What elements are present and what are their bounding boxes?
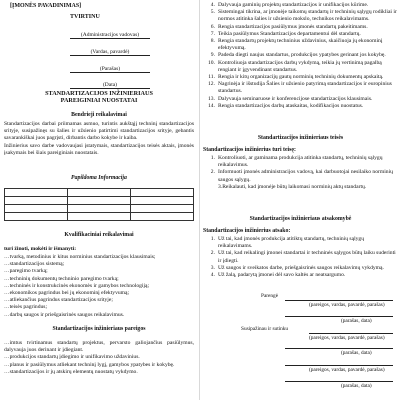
right-page [201, 0, 400, 400]
list-item [203, 272, 398, 279]
list-item [203, 236, 398, 250]
list-item: …teisės pagrindus; [4, 304, 48, 311]
item-text: Už žalą, padarytą įmonei dėl savo kaltės ar neatsargumo. [218, 272, 346, 279]
table-row [5, 197, 194, 205]
item-text: 3.Reikalauti, kad įmonėje būtų laikomasi norminių aktų standartų. [218, 183, 367, 190]
list-item [203, 169, 398, 183]
list-item [203, 96, 398, 103]
list-item [203, 250, 398, 264]
approval-heading: TVIRTINU [70, 14, 100, 20]
rights-list [203, 155, 398, 191]
item-number: 2. [210, 169, 215, 176]
approval-caption: (Data) [102, 82, 118, 88]
document-title [10, 90, 188, 105]
company-name-placeholder: [ĮMONĖS PAVADINIMAS] [10, 3, 82, 9]
item-number: 1. [210, 236, 215, 242]
signature-caption: (pareigos, vardas, pavardė, parašas) [309, 335, 385, 341]
list-item [203, 265, 398, 272]
item-number: 7. [210, 30, 215, 37]
table-row [5, 205, 194, 213]
signature-line[interactable] [285, 365, 393, 366]
extra-info-table [4, 188, 194, 221]
item-number: 4. [210, 272, 215, 279]
item-text: Rengia standartizacijos pasiūlymus įmonės standartų pakeitimams. [218, 23, 368, 30]
list-item: …tvarką, metodinius ir kitus norminius standartizacijos klausimais; [4, 254, 156, 260]
item-text: Padeda diegti naujus standartus, produkcijos ypatybes gerinant jos kokybę. [218, 52, 386, 59]
item-number: 6. [210, 23, 215, 30]
responsibility-title: Standartizacijos inžinieriaus atsakomybė [249, 216, 352, 222]
list-item: …paregimo tvarką; [4, 268, 48, 275]
item-number: 2. [210, 250, 215, 257]
rights-title: Standartizacijos inžinieriaus teisės [257, 135, 344, 141]
qualification-heading: Kvalifikaciniai reikalavimai [64, 232, 134, 238]
list-item [203, 81, 398, 95]
left-page [0, 0, 198, 400]
list-item [203, 38, 398, 52]
signature-caption: (pareigos, vardas, pavardė, parašas) [309, 367, 385, 373]
item-number: 5. [210, 9, 215, 16]
item-text: Už tai, kad įmonės produkcija atitiktų standartų, techninių sąlygų reikalavimams. [218, 236, 365, 250]
signature-line[interactable] [285, 316, 393, 317]
general-heading: Bendrieji reikalavimai [71, 112, 127, 118]
item-number: 10. [208, 59, 215, 66]
item-number: 13. [208, 95, 215, 102]
signature-line[interactable] [285, 300, 393, 301]
item-text: Nagrinėja ir išstudija Šalies ir užsienio patyrimą standartizacijos ir europinius standartus. [218, 81, 392, 95]
list-item [203, 155, 398, 169]
signature-line[interactable] [285, 381, 393, 382]
item-text: Informuoti įmonės administracijos vadovą, kai darbuotojai nesilaiko norminių saugos sąlygų. [218, 169, 393, 183]
item-text: Teikia pasiūlymus Standartizacijos departamentui dėl standartų. [218, 30, 361, 37]
list-item: …atliekančius pagrindus standartizacijos srityje; [4, 297, 113, 304]
item-number: 12. [208, 81, 215, 88]
item-text: Už saugos ir sveikatos darbe, priešgaisrinės saugos reikalavimų vykdymą. [218, 264, 384, 271]
list-item: …standartizacijos ir jų atskirų elementų nuostatų vykdymo. [4, 368, 138, 375]
list-item: …standartizacijos sistemą; [4, 261, 65, 268]
list-item: …techninių dokumentų techninio paregimo tvarką; [4, 275, 119, 282]
paragraph: Inžinierius savo darbe vadovaujasi įstatymais, standartizacijos teisės aktais, įmonės įsakymais bei šiais pareiginiais nuostatais. [4, 142, 194, 156]
item-number: 4. [210, 2, 215, 8]
general-paragraphs [4, 121, 194, 157]
signature-caption: (pareigos, vardas, pavardė, parašas) [309, 302, 385, 308]
item-number: 11. [208, 74, 215, 81]
item-text: Dalyvauja gaminių projektų standartizacijos ir unifikacijos kūrime. [218, 2, 369, 8]
item-number [203, 184, 218, 191]
responsibility-heading: Standartizacijos inžinierius atsako: [203, 228, 291, 234]
rights-heading: Standartizacijos inžinierius turi teisę: [203, 147, 296, 153]
item-text: Sistemingai tikrina, ar įmonėje taikomų standartų ir techninių sąlygų rodikliai ir normos atitinka šalies ir užsienio mokslo, technikos reikalavimams. [218, 9, 397, 23]
list-item: …planus ir pasiūlymus atliekant techninį lygį, gamybos ypatybes ir kokybę. [4, 361, 175, 368]
item-text: Rengia standartizacijos darbų ataskaitas, kodifikacijos nuostatus. [218, 102, 364, 109]
list-item [203, 24, 398, 31]
list-item [203, 103, 398, 110]
item-text: Rengia ir kitų organizacijų gautų norminių techninių dokumentų apskaitą. [218, 74, 384, 81]
duties-list [203, 2, 398, 110]
prepared-label: Parengė [261, 293, 279, 299]
approval-caption: (Administracijos vadovas) [80, 32, 140, 38]
item-number: 8. [210, 38, 215, 45]
signature-line[interactable] [285, 348, 393, 349]
signature-line[interactable] [309, 333, 393, 334]
approval-caption: (Parašas) [99, 66, 121, 72]
item-number: 9. [210, 52, 215, 59]
responsibility-list [203, 236, 398, 279]
item-text: Kontroliuoja standartizacijos darbų vykdymą, teikia jų vertinimą pagalbą rengiant ir įgyvendinant standartus. [218, 59, 382, 73]
table-row [5, 189, 194, 197]
approval-caption: (Vardas, pavardė) [90, 49, 130, 55]
item-number: 3. [210, 264, 215, 271]
list-item [203, 9, 398, 23]
list-item: …techninės ir konstrukcinės ekonomės ir gamybos technologiją; [4, 282, 150, 289]
list-item: …darbų saugos ir priešgaisrinės saugos reikalavimus. [4, 311, 125, 318]
item-text: Dalyvauja seminaruose ir konferencijose standartizacijos klausimais. [218, 95, 373, 102]
qualification-subheading: turi žinoti, mokėti ir išmanyti: [4, 246, 77, 252]
list-item: …ekonomikos pagrindus bei jų ekonominį efektyvumą; [4, 290, 130, 297]
item-text: Už tai, kad reikalingi įmonei standartai ir techninės sąlygos būtų laiku suderinti ir įdiegti. [218, 250, 396, 264]
list-item [203, 2, 398, 9]
date-caption: (parašas, data) [341, 383, 372, 389]
item-number: 1. [210, 155, 215, 161]
title-line: PAREIGINIAI NUOSTATAI [60, 97, 138, 105]
list-item [203, 60, 398, 74]
item-number: 14. [208, 102, 215, 109]
extra-info-heading: Papildoma Informacija [71, 175, 127, 181]
list-item [203, 31, 398, 38]
title-line: STANDARTIZACIJOS INŽINIERIAUS [45, 90, 153, 97]
table-row [5, 213, 194, 221]
item-text: Rengia standartų projektų techninius uždavinius, skaičiuoja jų ekonominį efektyvumą. [218, 38, 383, 52]
paragraph: Standartizacijos darbai priimamas asmuo, turintis aukštąjį techninį standartizacijos srityje, susipažinęs su šalies ir užsienio patirtimi standartizacijos srityje, gebantis savarankiškai juos pagrįsti, dirbantis darbo kokybe ir kaiba. [4, 121, 194, 142]
list-item: …imtus tvirtinamus standartų projektus, pervarsto galiojančius pasiūlymus, dalyvauja juos derinant ir įdiegiant. [4, 340, 194, 354]
list-item [203, 184, 398, 191]
functions-list [4, 340, 194, 376]
acquainted-label: Susipažinau ir sutinku [241, 326, 289, 332]
date-caption: (parašas, data) [341, 318, 372, 324]
list-item [203, 52, 398, 59]
qualification-list [4, 254, 194, 319]
page-fold [199, 0, 200, 400]
date-caption: (parašas, data) [341, 350, 372, 356]
functions-heading: Standartizacijos inžinieriaus pareigos [52, 326, 146, 332]
list-item: …produkcijos standartų įdiegimo ir unifikavimo uždavinius. [4, 354, 140, 361]
item-text: Kontroliuoti, ar gaminama produkcija atitinka standartų, techninių sąlygų reikalavimus. [218, 155, 383, 169]
